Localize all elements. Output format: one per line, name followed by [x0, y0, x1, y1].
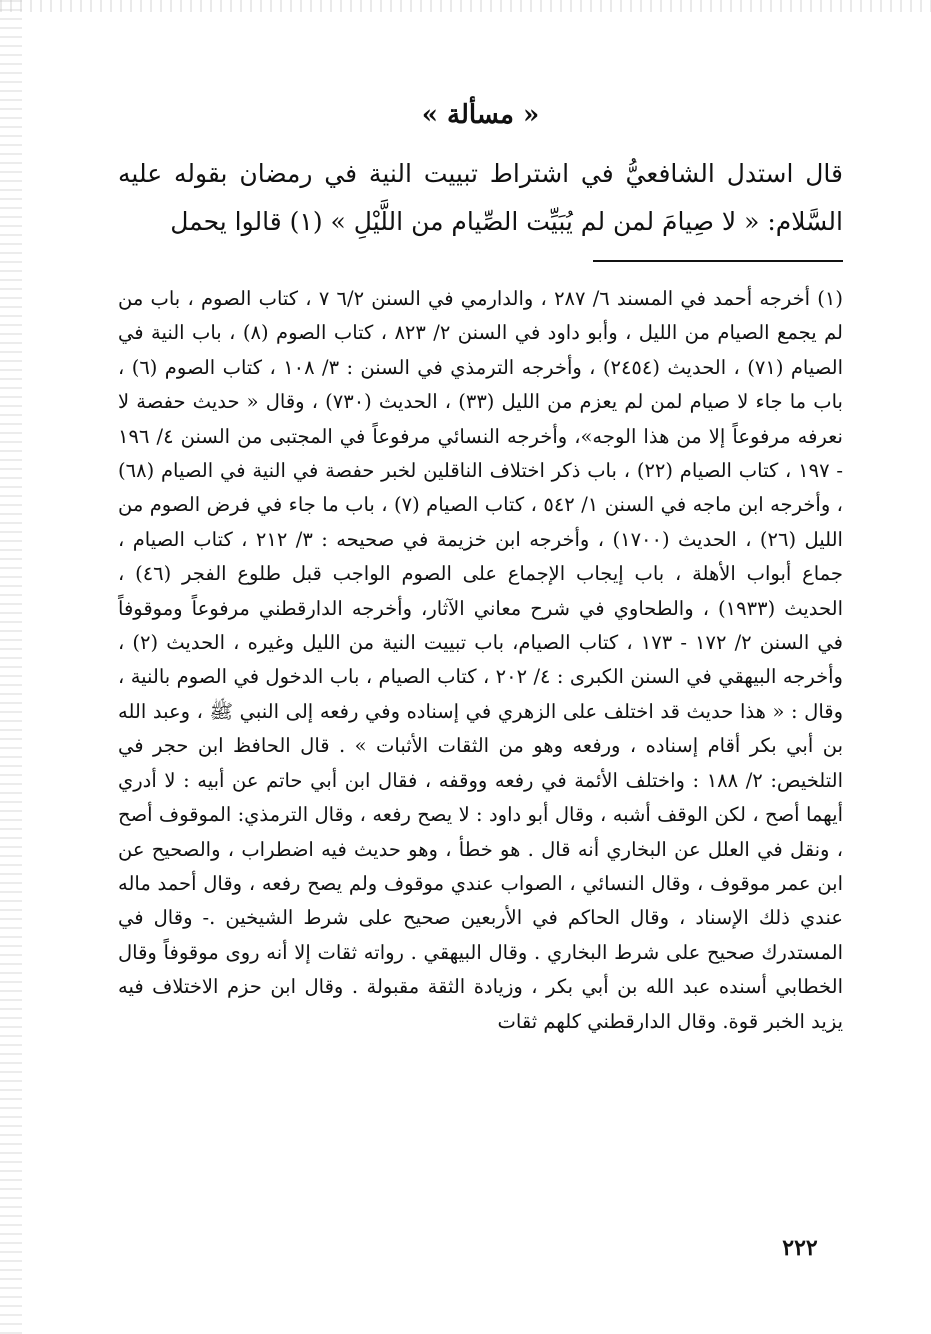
section-title: « مسألة »	[421, 100, 540, 130]
main-paragraph: قال استدل الشافعيُّ في اشتراط تبييت النية في رمضان بقوله عليه السَّلام: « لا صِيامَ لمن لم يُبَيِّت الصِّيام من اللَّيْلِ » (١) قالوا يحمل	[118, 159, 843, 236]
page-number: ٢٢٢	[782, 1235, 818, 1261]
footnote-separator	[593, 260, 843, 262]
scan-edge-top	[0, 0, 931, 12]
scan-edge-left	[0, 0, 22, 1334]
footnotes: (١) أخرجه أحمد في المسند ٦/ ٢٨٧ ، والدارمي في السنن ٦/٢ ٧ ، كتاب الصوم ، باب من لم يجمع الصيام من الليل ، وأبو داود في السنن ٢/ ٨٢٣ ، كتاب الصوم (٨) ، باب النية في الصيام (٧١) ، الحديث (٢٤٥٤) ، وأخرجه الترمذي في السنن : ٣/ ١٠٨ ، كتاب الصوم (٦) ، باب ما جاء لا صيام لمن لم يعزم من الليل (٣٣) ، الحديث (٧٣٠) ، وقال « حديث حفصة لا نعرفه مرفوعاً إلا من هذا الوجه»، وأخرجه النسائي مرفوعاً في المجتبى من السنن ٤/ ١٩٦ - ١٩٧ ، كتاب الصيام (٢٢) ، باب ذكر اختلاف الناقلين لخبر حفصة في النية في الصيام (٦٨) ، وأخرجه ابن ماجه في السنن ١/ ٥٤٢ ، كتاب الصيام (٧) ، باب ما جاء في فرض الصوم من الليل (٢٦) ، الحديث (١٧٠٠) ، وأخرجه ابن خزيمة في صحيحه : ٣/ ٢١٢ ، كتاب الصيام ، جماع أبواب الأهلة ، باب إيجاب الإجماع على الصوم الواجب قبل طلوع الفجر (٤٦) ، الحديث (١٩٣٣) ، والطحاوي في شرح معاني الآثار، وأخرجه الدارقطني مرفوعاً وموقوفاً في السنن ٢/ ١٧٢ - ١٧٣ ، كتاب الصيام، باب تبييت النية من الليل وغيره ، الحديث (٢) ، وأخرجه البيهقي في السنن الكبرى : ٤/ ٢٠٢ ، كتاب الصيام ، باب الدخول في الصوم بالنية ، وقال : « هذا حديث قد اختلف على الزهري في إسناده وفي رفعه إلى النبي ﷺ ، وعبد الله بن أبي بكر أقام إسناده ، ورفعه وهو من الثقات الأثبات » . قال الحافظ ابن حجر في التلخيص: ٢/ ١٨٨ : واختلف الأئمة في رفعه ووقفه ، فقال ابن أبي حاتم عن أبيه : لا أدري أيهما أصح ، لكن الوقف أشبه ، وقال أبو داود : لا يصح رفعه ، وقال الترمذي: الموقوف أصح ، ونقل في العلل عن البخاري أنه قال . هو خطأ ، وهو حديث فيه اضطراب ، والصحيح عن ابن عمر موقوف ، وقال النسائي ، الصواب عندي موقوف ولم يصح رفعه ، وقال أحمد ماله عندي ذلك الإسناد ، وقال الحاكم في الأربعين صحيح على شرط الشيخين .- وقال في المستدرك صحيح على شرط البخاري . وقال البيهقي . رواته ثقات إلا أنه روى موقوفاً وقال الخطابي أسنده عبد الله بن أبي بكر ، وزيادة الثقة مقبولة . وقال ابن حزم الاختلاف فيه يزيد الخبر قوة. وقال الدارقطني كلهم ثقات	[118, 287, 844, 1033]
document-page	[118, 100, 843, 1039]
